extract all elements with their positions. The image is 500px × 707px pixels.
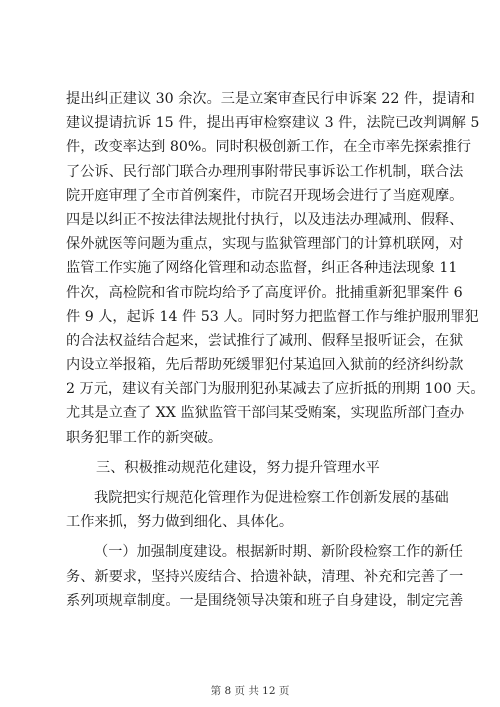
text-line: 2 万元，建议有关部门为服刑犯孙某减去了应折抵的刑期 100 天。: [66, 381, 485, 398]
paragraph-line: 工作来抓，努力做到细化、具体化。: [66, 514, 294, 531]
section-heading: 三、积极推动规范化建设，努力提升管理水平: [96, 459, 380, 476]
text-line: 尤其是立查了 XX 监狱监管干部闫某受贿案，实现监所部门查办: [66, 405, 465, 422]
text-line: 保外就医等问题为重点，实现与监狱管理部门的计算机联网，对: [66, 236, 464, 253]
paragraph-line: （一）加强制度建设。根据新时期、新阶段检察工作的新任: [94, 544, 463, 561]
paragraph-line: 我院把实行规范化管理作为促进检察工作创新发展的基础: [94, 490, 449, 506]
text-line: 了公诉、民行部门联合办理刑事附带民事诉讼工作机制，联合法: [66, 163, 464, 180]
text-line: 四是以纠正不按法律法规批付执行，以及违法办理减刑、假释、: [66, 211, 464, 228]
paragraph-line: 务、新要求，坚持兴废结合、拾遗补缺，清理、补充和完善了一: [66, 568, 464, 585]
page-footer: 第 8 页 共 12 页: [210, 685, 290, 697]
paragraph-line: 系列项规章制度。一是围绕领导决策和班子自身建设，制定完善: [66, 592, 464, 609]
text-line: 院开庭审理了全市首例案件，市院召开现场会进行了当庭观摩。: [66, 187, 464, 204]
text-line: 件，改变率达到 80%。同时积极创新工作，在全市率先探索推行: [66, 139, 471, 156]
text-line: 职务犯罪工作的新突破。: [66, 429, 223, 446]
document-body: [66, 87, 485, 613]
text-line: 建议提请抗诉 15 件，提出再审检察建议 3 件，法院已改判调解 5: [66, 115, 480, 132]
text-line: 件次，高检院和省市院均给予了高度评价。批捕重新犯罪案件 6: [66, 284, 463, 301]
text-line: 的合法权益结合起来，尝试推行了减刑、假释呈报听证会，在狱: [66, 332, 464, 349]
text-line: 内设立举报箱，先后帮助死缓罪犯付某追回入狱前的经济纠纷款: [66, 357, 464, 374]
text-line: 监管工作实施了网络化管理和动态监督，纠正各种违法现象 11: [66, 260, 458, 277]
text-line: 提出纠正建议 30 余次。三是立案审查民行申诉案 22 件，提请和: [66, 91, 475, 107]
text-line: 件 9 人，起诉 14 件 53 人。同时努力把监督工作与维护服刑罪犯: [66, 308, 479, 325]
